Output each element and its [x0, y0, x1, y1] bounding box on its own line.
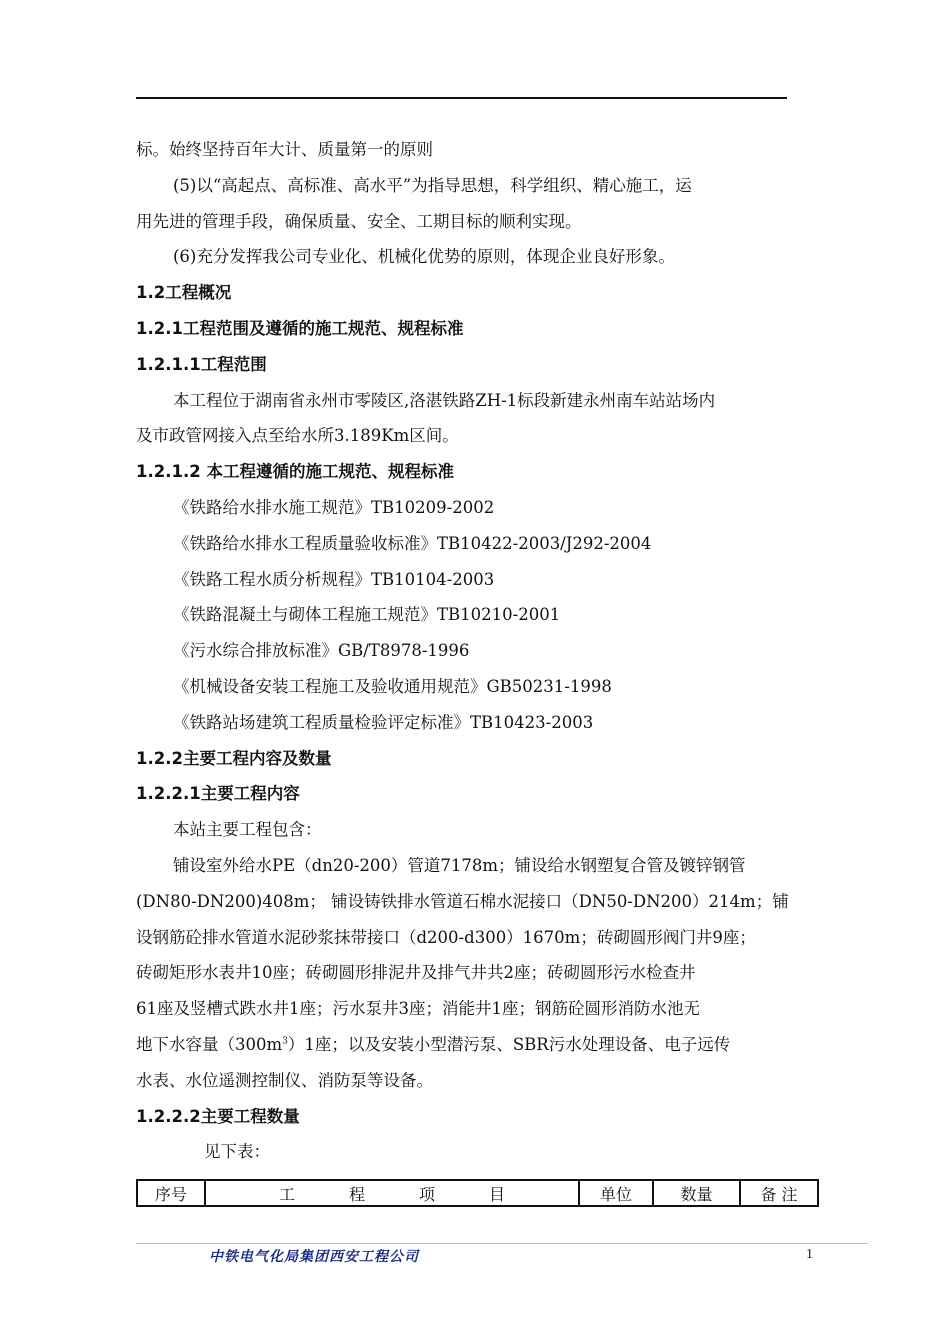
heading-project-overview: 1.2工程概况	[136, 283, 232, 303]
document-body	[136, 132, 816, 1170]
footer-rule	[136, 1243, 868, 1244]
scope-line-1: 本工程位于湖南省永州市零陵区,洛湛铁路ZH-1标段新建永州南车站站场内	[173, 390, 716, 410]
column-header-item	[205, 1180, 579, 1206]
paragraph-principle-5-cont: 用先进的管理手段，确保质量、安全、工期目标的顺利实现。	[136, 211, 582, 231]
heading-project-scope: 1.2.1.1工程范围	[136, 354, 267, 374]
paragraph-principle-6: (6)充分发挥我公司专业化、机械化优势的原则，体现企业良好形象。	[173, 247, 675, 267]
table-intro: 见下表：	[204, 1142, 270, 1162]
content-intro: 本站主要工程包含：	[173, 820, 322, 840]
column-header-seq: 序号	[154, 1184, 187, 1204]
column-header-unit: 单位	[579, 1180, 653, 1206]
paragraph-principle-end: 标。始终坚持百年大计、质量第一的原则	[136, 140, 433, 159]
quantity-table-grid	[136, 1179, 819, 1207]
paragraph-principle-5: (5)以“高起点、高标准、高水平”为指导思想，科学组织、精心施工，运	[173, 175, 692, 195]
column-header-item-char: 程	[348, 1184, 365, 1204]
content-line-part: 地下水容量（300m	[136, 1034, 283, 1054]
list-item: 《铁路混凝土与砌体工程施工规范》TB10210-2001	[173, 605, 561, 625]
content-line: 铺设室外给水PE（dn20-200）管道7178m；铺设给水钢塑复合管及镀锌钢管	[173, 855, 746, 875]
list-item: 《铁路工程水质分析规程》TB10104-2003	[173, 569, 495, 589]
list-item: 《机械设备安装工程施工及验收通用规范》GB50231-1998	[173, 676, 612, 696]
content-line-part: ）1座；以及安装小型潜污泵、SBR污水处理设备、电子远传	[287, 1034, 731, 1054]
column-header-qty: 数量	[653, 1180, 740, 1206]
content-line: 设钢筋砼排水管道水泥砂浆抹带接口（d200-d300）1670m；砖砌圆形阀门井9座；	[136, 927, 756, 947]
column-header-item-char: 目	[488, 1184, 505, 1204]
column-header-note: 备 注	[740, 1180, 818, 1206]
heading-main-works: 1.2.2主要工程内容及数量	[136, 748, 332, 768]
list-item: 《铁路给水排水施工规范》TB10209-2002	[173, 497, 495, 517]
heading-main-works-content: 1.2.2.1主要工程内容	[136, 784, 300, 804]
list-item: 《污水综合排放标准》GB/T8978-1996	[173, 641, 470, 661]
heading-main-works-quantity: 1.2.2.2主要工程数量	[136, 1106, 300, 1126]
column-header-item-char: 工	[278, 1184, 295, 1204]
page-number: 1	[806, 1247, 813, 1262]
header-rule	[136, 97, 787, 99]
heading-standards: 1.2.1.2 本工程遵循的施工规范、规程标准	[136, 462, 454, 482]
content-line: 水表、水位遥测控制仪、消防泵等设备。	[136, 1070, 433, 1090]
content-line	[136, 1027, 816, 1063]
content-line: 61座及竖槽式跌水井1座；污水泵井3座；消能井1座；钢筋砼圆形消防水池无	[136, 999, 700, 1019]
scope-line-2: 及市政管网接入点至给水所3.189Km区间。	[136, 426, 459, 446]
table-header-row	[137, 1180, 818, 1206]
column-header-item-char: 项	[418, 1184, 435, 1204]
quantity-table	[136, 1179, 819, 1207]
list-item: 《铁路给水排水工程质量验收标准》TB10422-2003/J292-2004	[173, 533, 652, 553]
content-line: 砖砌矩形水表井10座；砖砌圆形排泥井及排气井共2座；砖砌圆形污水检查井	[136, 963, 696, 983]
heading-scope-and-standards: 1.2.1工程范围及遵循的施工规范、规程标准	[136, 318, 464, 338]
content-line: (DN80-DN200)408m； 铺设铸铁排水管道石棉水泥接口（DN50-DN200）214m；铺	[136, 891, 789, 911]
superscript-three: 3	[282, 1036, 288, 1047]
footer-company-name: 中铁电气化局集团西安工程公司	[209, 1249, 419, 1265]
standards-list	[136, 490, 816, 741]
list-item: 《铁路站场建筑工程质量检验评定标准》TB10423-2003	[173, 712, 594, 732]
